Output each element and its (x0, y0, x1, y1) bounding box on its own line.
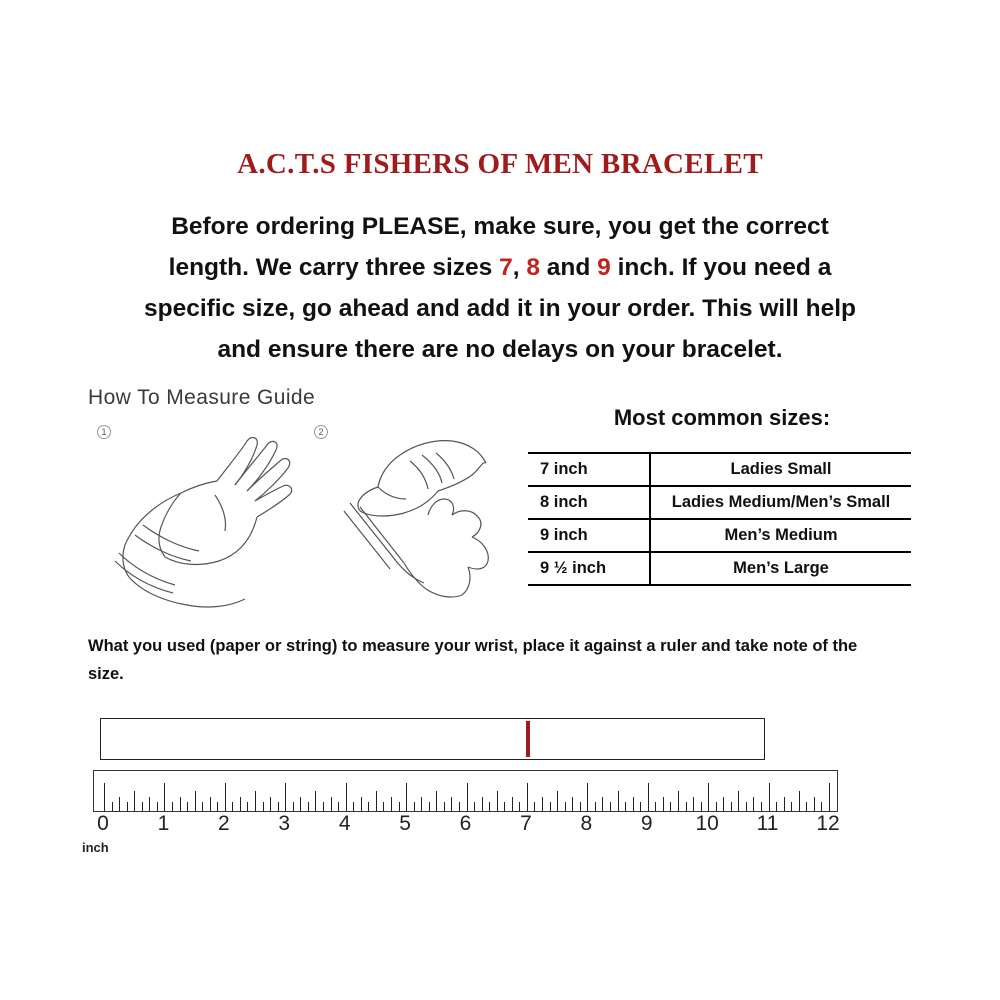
sizes-table-heading: Most common sizes: (613, 405, 831, 430)
ruler-tick-minor (784, 797, 785, 811)
ruler-tick-major (527, 783, 528, 811)
ruler-tick-minor (633, 797, 634, 811)
ruler-tick-minor (436, 791, 437, 811)
size-description: Ladies Medium/Men’s Small (650, 486, 911, 519)
ruler-tick-minor (202, 802, 203, 811)
ruler-tick-major (285, 783, 286, 811)
ruler-tick-minor (429, 802, 430, 811)
ruler-label: 9 (640, 812, 653, 835)
ruler-label: 3 (278, 812, 291, 835)
intro-line-2-b: , (512, 254, 527, 281)
ruler-tick-minor (610, 802, 611, 811)
ruler-tick-minor (134, 791, 135, 811)
ruler-tick-minor (821, 802, 822, 811)
ruler-tick-minor (399, 802, 400, 811)
intro-line-2-c: and (539, 254, 598, 281)
ruler-tick-major (829, 783, 830, 811)
ruler-tick-minor (738, 791, 739, 811)
ruler-label: 4 (338, 812, 351, 835)
ruler-tick-minor (414, 802, 415, 811)
ruler-tick-minor (142, 802, 143, 811)
ruler-tick-minor (595, 802, 596, 811)
ruler-tick-minor (678, 791, 679, 811)
intro-line-4: and ensure there are no delays on your bracelet. (217, 336, 783, 363)
sizes-table (528, 452, 911, 586)
ruler-tick-major (104, 783, 105, 811)
size-value: 9 ½ inch (528, 552, 650, 585)
size-description: Men’s Large (650, 552, 911, 585)
size-8-highlight: 8 (526, 254, 540, 281)
ruler-label: 7 (520, 812, 532, 835)
hand-measure-step1-illustration (95, 425, 315, 620)
ruler-tick-minor (459, 802, 460, 811)
ruler-illustration (93, 770, 838, 812)
ruler-tick-minor (278, 802, 279, 811)
measure-note: What you used (paper or string) to measure your wrist, place it against a ruler and take note of the size. (88, 637, 858, 683)
intro-line-3: specific size, go ahead and add it in your order. This will help (143, 295, 856, 322)
ruler-tick-minor (293, 802, 294, 811)
ruler-tick-minor (791, 802, 792, 811)
ruler-tick-major (225, 783, 226, 811)
measure-guide-heading: How To Measure Guide (88, 386, 316, 409)
ruler-tick-minor (119, 797, 120, 811)
size-7-highlight: 7 (499, 254, 513, 281)
ruler-tick-minor (353, 802, 354, 811)
ruler-tick-minor (761, 802, 762, 811)
ruler-tick-minor (331, 797, 332, 811)
table-row (528, 453, 911, 486)
ruler-tick-minor (187, 802, 188, 811)
table-row (528, 519, 911, 552)
ruler-label: 12 (816, 812, 840, 835)
ruler-label: 11 (756, 812, 779, 835)
ruler-label: 2 (217, 812, 230, 835)
size-value: 7 inch (528, 453, 650, 486)
ruler-tick-minor (504, 802, 505, 811)
ruler-tick-minor (308, 802, 309, 811)
ruler-tick-major (406, 783, 407, 811)
ruler-tick-major (467, 783, 468, 811)
ruler-tick-minor (753, 797, 754, 811)
hand-sketch-1 (95, 425, 315, 620)
ruler-tick-minor (686, 802, 687, 811)
ruler-tick-minor (232, 802, 233, 811)
paper-strip-illustration (100, 718, 765, 760)
ruler-tick-minor (814, 797, 815, 811)
ruler-tick-minor (625, 802, 626, 811)
size-description: Men’s Medium (650, 519, 911, 552)
intro-line-1: Before ordering PLEASE, make sure, you get the correct (171, 213, 829, 240)
ruler-tick-minor (444, 802, 445, 811)
hand-sketch-2 (300, 425, 530, 620)
ruler-tick-major (346, 783, 347, 811)
ruler-tick-minor (799, 791, 800, 811)
ruler-unit-label: inch (82, 840, 109, 855)
ruler-tick-minor (474, 802, 475, 811)
size-description: Ladies Small (650, 453, 911, 486)
ruler-tick-minor (383, 802, 384, 811)
intro-line-2-d: inch. If you need a (610, 254, 832, 281)
ruler-tick-major (587, 783, 588, 811)
page-title: A.C.T.S FISHERS OF MEN BRACELET (237, 148, 763, 180)
step-1-marker: 1 (97, 425, 111, 439)
ruler-tick-minor (776, 802, 777, 811)
intro-line-2-a: length. We carry three sizes (168, 254, 500, 281)
ruler-tick-minor (542, 797, 543, 811)
ruler-tick-minor (391, 797, 392, 811)
ruler-tick-major (769, 783, 770, 811)
ruler-tick-minor (300, 797, 301, 811)
intro-paragraph (90, 206, 910, 370)
ruler-tick-minor (217, 802, 218, 811)
ruler-tick-minor (693, 797, 694, 811)
ruler-tick-minor (580, 802, 581, 811)
ruler-tick-minor (451, 797, 452, 811)
ruler-tick-minor (255, 791, 256, 811)
ruler-tick-minor (565, 802, 566, 811)
ruler-tick-minor (421, 797, 422, 811)
ruler-tick-minor (701, 802, 702, 811)
ruler-tick-minor (376, 791, 377, 811)
ruler-tick-minor (663, 797, 664, 811)
ruler-tick-minor (323, 802, 324, 811)
ruler-label: 10 (695, 812, 719, 835)
ruler-tick-minor (746, 802, 747, 811)
ruler-tick-major (708, 783, 709, 811)
step-2-marker: 2 (314, 425, 328, 439)
ruler-tick-minor (157, 802, 158, 811)
ruler-label: 0 (97, 812, 109, 835)
ruler-label: 6 (459, 812, 472, 835)
ruler-tick-minor (263, 802, 264, 811)
ruler-label: 8 (580, 812, 593, 835)
ruler-tick-minor (572, 797, 573, 811)
table-row (528, 552, 911, 585)
ruler-tick-minor (602, 797, 603, 811)
ruler-tick-minor (338, 802, 339, 811)
measurement-marker (526, 721, 530, 757)
ruler-tick-minor (361, 797, 362, 811)
hand-measure-step2-illustration (300, 425, 530, 620)
ruler-tick-minor (270, 797, 271, 811)
ruler-tick-minor (315, 791, 316, 811)
ruler-tick-minor (497, 791, 498, 811)
size-value: 9 inch (528, 519, 650, 552)
ruler-tick-minor (112, 802, 113, 811)
ruler-tick-minor (640, 802, 641, 811)
ruler-tick-minor (723, 797, 724, 811)
ruler-tick-minor (482, 797, 483, 811)
ruler-label: 1 (157, 812, 170, 835)
ruler-tick-minor (550, 802, 551, 811)
ruler-tick-minor (618, 791, 619, 811)
ruler-tick-minor (534, 802, 535, 811)
ruler-tick-minor (180, 797, 181, 811)
ruler-label: 5 (399, 812, 411, 835)
ruler-tick-minor (240, 797, 241, 811)
ruler-tick-minor (247, 802, 248, 811)
ruler-tick-minor (716, 802, 717, 811)
ruler-tick-minor (195, 791, 196, 811)
table-row (528, 486, 911, 519)
ruler-tick-major (648, 783, 649, 811)
ruler-tick-major (164, 783, 165, 811)
ruler-tick-minor (557, 791, 558, 811)
ruler-tick-minor (806, 802, 807, 811)
ruler-tick-minor (512, 797, 513, 811)
size-9-highlight: 9 (597, 254, 611, 281)
ruler-tick-minor (731, 802, 732, 811)
ruler-tick-minor (172, 802, 173, 811)
ruler-tick-minor (489, 802, 490, 811)
ruler-tick-minor (519, 802, 520, 811)
ruler-tick-minor (210, 797, 211, 811)
ruler-tick-minor (368, 802, 369, 811)
size-value: 8 inch (528, 486, 650, 519)
ruler-tick-labels (93, 812, 838, 842)
ruler-tick-minor (655, 802, 656, 811)
ruler-tick-minor (670, 802, 671, 811)
ruler-tick-minor (127, 802, 128, 811)
ruler-tick-minor (149, 797, 150, 811)
